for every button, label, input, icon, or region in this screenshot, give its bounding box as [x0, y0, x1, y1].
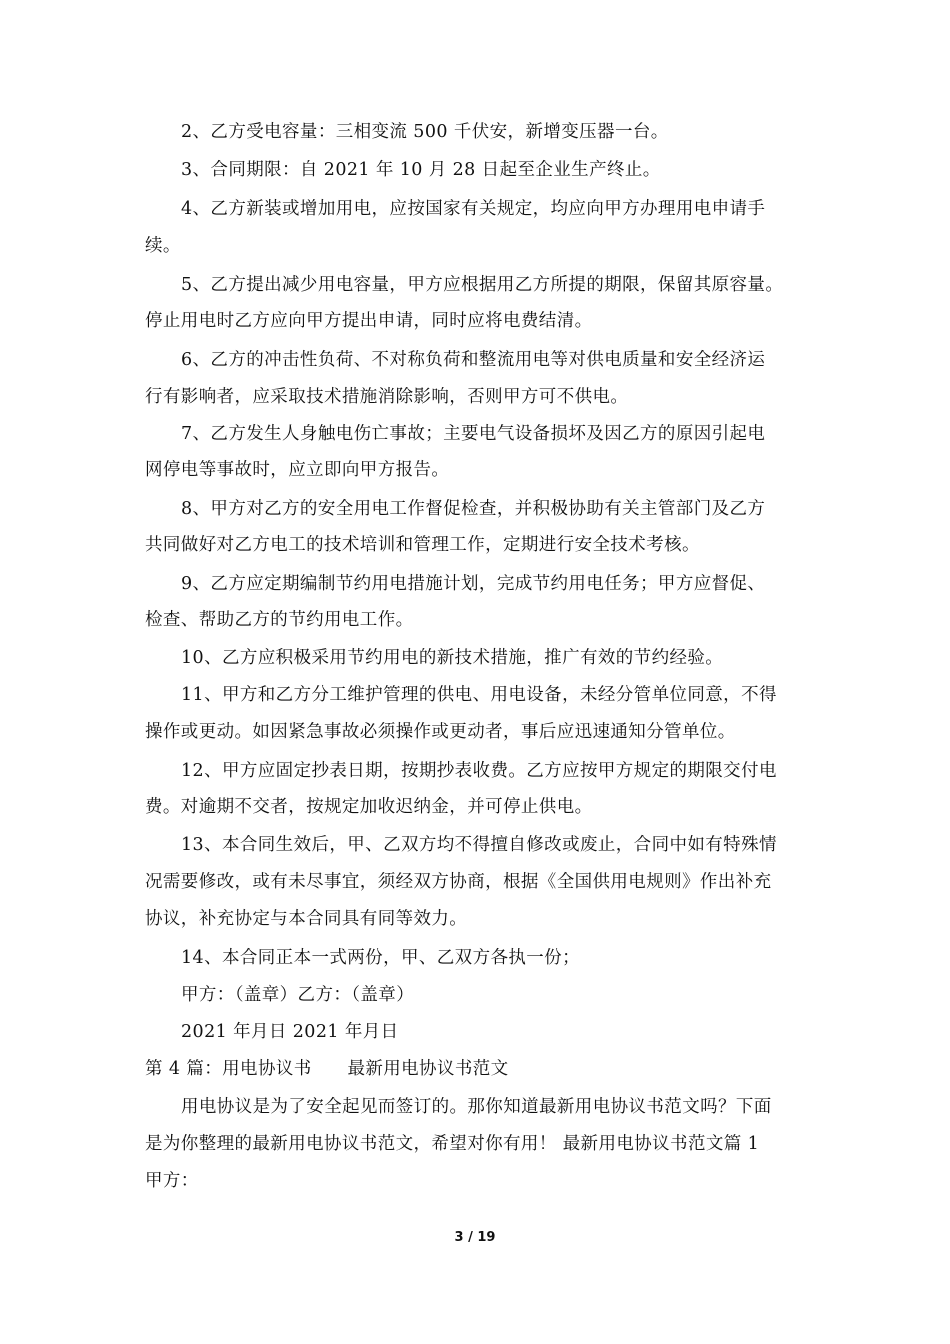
- paragraph-line: 况需要修改，或有未尽事宜，须经双方协商，根据《全国供用电规则》作出补充: [145, 872, 772, 892]
- paragraph-line: 共同做好对乙方电工的技术培训和管理工作，定期进行安全技术考核。: [145, 535, 700, 555]
- paragraph-line: 甲方：: [145, 1171, 199, 1191]
- paragraph-line: 协议，补充协定与本合同具有同等效力。: [145, 909, 468, 929]
- paragraph-line: 3、合同期限：自 2021 年 10 月 28 日起至企业生产终止。: [181, 160, 661, 180]
- paragraph-line: 用电协议是为了安全起见而签订的。那你知道最新用电协议书范文吗？下面: [181, 1097, 772, 1117]
- paragraph-line: 10、乙方应积极采用节约用电的新技术措施，推广有效的节约经验。: [181, 648, 724, 668]
- signature-line: 甲方：（盖章）乙方：（盖章）: [181, 985, 415, 1005]
- paragraph-line: 检查、帮助乙方的节约用电工作。: [145, 610, 414, 630]
- paragraph-line: 7、乙方发生人身触电伤亡事故；主要电气设备损坏及因乙方的原因引起电: [181, 424, 766, 444]
- paragraph-line: 费。对逾期不交者，按规定加收迟纳金，并可停止供电。: [145, 797, 593, 817]
- paragraph-line: 行有影响者，应采取技术措施消除影响，否则甲方可不供电。: [145, 387, 629, 407]
- paragraph-line: 14、本合同正本一式两份，甲、乙双方各执一份；: [181, 948, 580, 968]
- paragraph-line: 12、甲方应固定抄表日期，按期抄表收费。乙方应按甲方规定的期限交付电: [181, 761, 777, 781]
- section-heading: 第 4 篇：用电协议书 最新用电协议书范文: [145, 1059, 509, 1079]
- paragraph-line: 续。: [145, 236, 181, 256]
- paragraph-line: 2、乙方受电容量：三相变流 500 千伏安，新增变压器一台。: [181, 122, 669, 142]
- paragraph-line: 9、乙方应定期编制节约用电措施计划，完成节约用电任务；甲方应督促、: [181, 574, 766, 594]
- paragraph-line: 停止用电时乙方应向甲方提出申请，同时应将电费结清。: [145, 311, 593, 331]
- paragraph-line: 13、本合同生效后，甲、乙双方均不得擅自修改或废止，合同中如有特殊情: [181, 835, 777, 855]
- paragraph-line: 8、甲方对乙方的安全用电工作督促检查，并积极协助有关主管部门及乙方: [181, 499, 766, 519]
- paragraph-line: 6、乙方的冲击性负荷、不对称负荷和整流用电等对供电质量和安全经济运: [181, 350, 766, 370]
- paragraph-line: 11、甲方和乙方分工维护管理的供电、用电设备，未经分管单位同意，不得: [181, 685, 777, 705]
- page-number: 3 / 19: [454, 1230, 496, 1245]
- paragraph-line: 网停电等事故时，应立即向甲方报告。: [145, 460, 450, 480]
- paragraph-line: 操作或更动。如因紧急事故必须操作或更动者，事后应迅速通知分管单位。: [145, 722, 736, 742]
- paragraph-line: 5、乙方提出减少用电容量，甲方应根据用乙方所提的期限，保留其原容量。: [181, 275, 784, 295]
- paragraph-line: 是为你整理的最新用电协议书范文，希望对你有用！ 最新用电协议书范文篇 1: [145, 1134, 760, 1154]
- paragraph-line: 4、乙方新装或增加用电，应按国家有关规定，均应向甲方办理用电申请手: [181, 199, 766, 219]
- date-line: 2021 年月日 2021 年月日: [181, 1022, 399, 1042]
